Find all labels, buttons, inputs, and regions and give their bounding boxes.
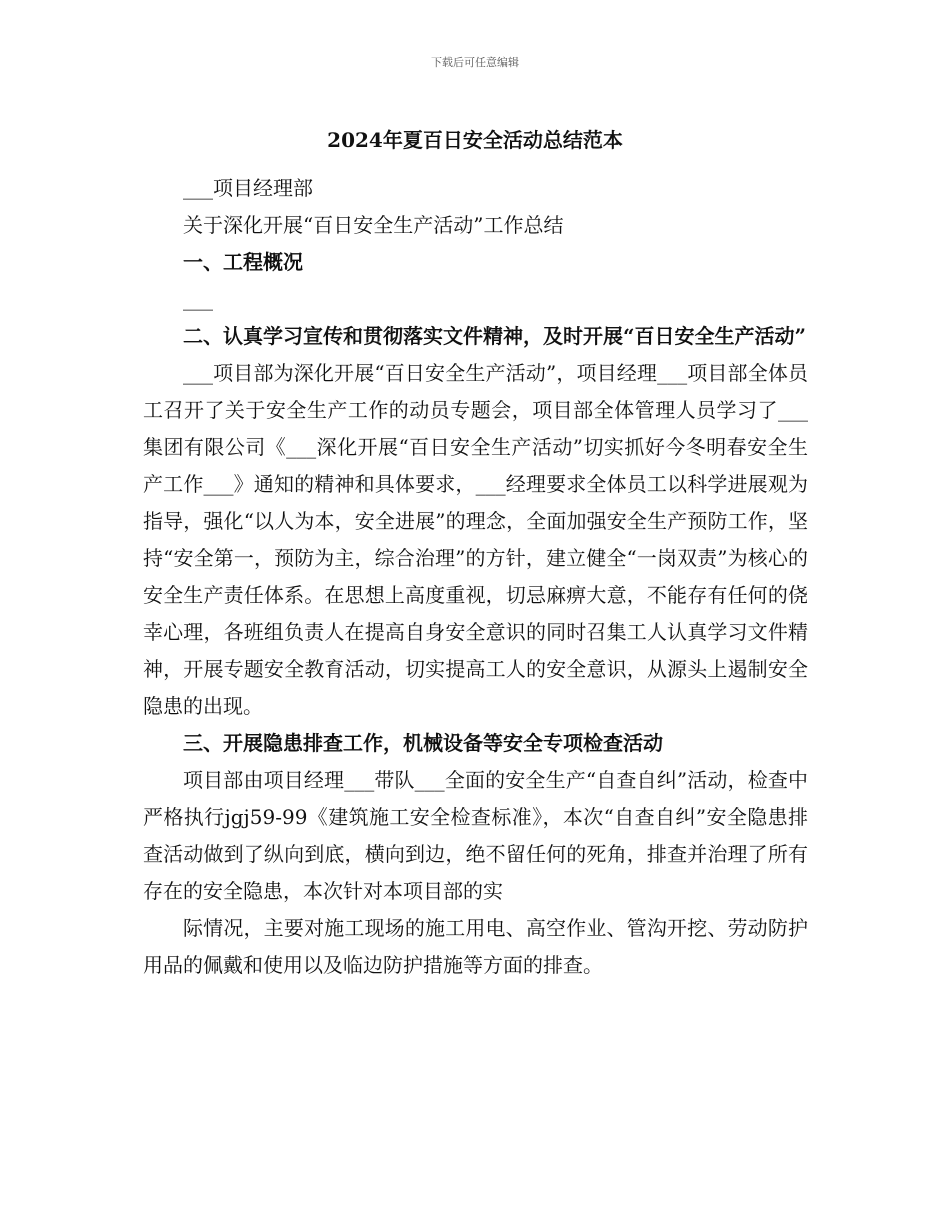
section-2-paragraph: ___项目部为深化开展“百日安全生产活动”，项目经理___项目部全体员工召开了关于安全生产工作的动员专题会，项目部全体管理人员学习了___集团有限公司《___深化开展“百日安全生产活动”切实抓好今冬明春安全生产工作___》通知的精神和具体要求，___经理要求全体员工以科学进展观为指导，强化“以人为本，安全进展”的理念，全面加强安全生产预防工作，坚持“安全第一，预防为主，综合治理”的方针，建立健全“一岗双责”为核心的安全生产责任体系。在思想上高度重视，切忌麻痹大意，不能存有任何的侥幸心理，各班组负责人在提高自身安全意识的同时召集工人认真学习文件精神，开展专题安全教育活动，切实提高工人的安全意识，从源头上遏制安全隐患的出现。 (143, 361, 808, 718)
section-heading-2: 二、认真学习宣传和贯彻落实文件精神，及时开展“百日安全生产活动” (183, 324, 807, 348)
department-line: ___项目经理部 (183, 176, 313, 200)
document-title: 2024年夏百日安全活动总结范本 (327, 128, 623, 152)
section-1-body: ___ (183, 287, 213, 311)
document-body (143, 170, 808, 984)
subtitle-line: 关于深化开展“百日安全生产活动”工作总结 (183, 213, 564, 237)
header-note: 下载后可任意编辑 (431, 56, 519, 69)
section-heading-3: 三、开展隐患排查工作，机械设备等安全专项检查活动 (183, 731, 663, 755)
section-heading-1: 一、工程概况 (183, 250, 303, 274)
section-3-paragraph: 项目部由项目经理___带队___全面的安全生产“自查自纠”活动，检查中严格执行jgj59-99《建筑施工安全检查标准》，本次“自查自纠”安全隐患排查活动做到了纵向到底，横向到边，绝不留任何的死角，排查并治理了所有存在的安全隐患，本次针对本项目部的实 (143, 768, 808, 903)
section-3-continuation: 际情况，主要对施工现场的施工用电、高空作业、管沟开挖、劳动防护用品的佩戴和使用以及临边防护措施等方面的排查。 (143, 916, 808, 977)
